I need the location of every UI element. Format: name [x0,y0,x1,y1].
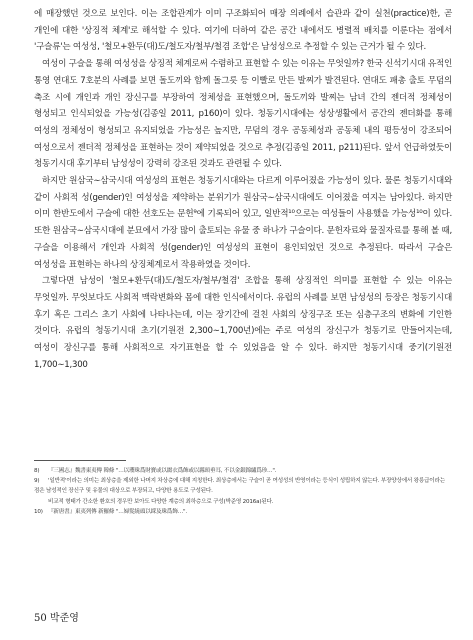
paragraph-1: 에 매장했던 것으로 보인다. 이는 조합관계가 이미 구조화되어 매장 의례에서 습관과 같이 실천(practice)한, 곧 개인에 대한 '상징적 체계'로 해석할 수 있다. 여기에 더하여 같은 공간 내에서도 병렬적 배치를 이룬다는 점에서 '구슬류'는 여성성, '철모+환두(대)도/철도자/철부/철겸 조합'은 남성성으로 추정할 수 있는 근거가 될 수 있다. [34,9,452,53]
footnote-9 [34,476,452,496]
paragraph-3: 하지만 원삼국∼삼국시대 여성성의 표현은 청동기시대와는 다르게 이루어졌을 가능성이 있다. 물론 청동기시대와 같이 사회적 성(gender)인 여성성을 제약하는 분위기가 원삼국∼삼국시대에도 이어졌을 여지는 남아있다. 하지만 이미 한반도에서 구슬에 대한 선호도는 문헌⁹에 기록되어 있고, 일반적¹⁰으로는 여성들이 사용했을 가능성¹⁰이 있다. 또한 원삼국∼삼국시대에 분묘에서 가장 많이 출토되는 유물 중 하나가 구슬이다. 문헌자료와 물질자료를 통해 볼 때, 구슬을 이용해서 개인과 사회적 성(gender)인 여성성의 표현이 용인되었던 것으로 추정된다. 따라서 구슬은 여성성을 표현하는 하나의 상징체계로서 작용하였을 것이다. [34,176,452,270]
body-text [34,6,452,373]
footnote-text: 『三國志』魏書東夷傳 韓條 "…以瓔珠爲財寶或以綴衣爲飾或以縣頸垂耳, 不以金銀錦繡爲珍…". [48,468,277,474]
footnote-8 [34,466,452,476]
running-author: 박준영 [49,613,79,624]
footnotes [34,466,452,517]
footnote-number: 9) [34,478,40,485]
paragraph-2: 여성이 구슬을 통해 여성성을 상징적 체계로써 수렴하고 표현할 수 있는 이유는 무엇일까? 한국 신석기시대 유적인 통영 연대도 7호분의 사례를 보면 돌도끼와 함께 돌그릇 등 이빨로 만든 발찌가 발견된다. 연대도 패총 출토 무덤의 축조 시에 개인과 개인 장신구를 부장하여 정체성을 표현했으며, 돌도끼와 발찌는 남녀 간의 젠더적 정체성이 형성되고 인식되었을 가능성(김종일 2011, p160)이 있다. 청동기시대에는 성상생활에서 공간의 젠더화를 통해 여성의 정체성이 형성되고 유지되었을 가능성은 높지만, 무덤의 경우 공동체성과 공동체 내의 평등성이 강조되어 여성으로서 젠더적 정체성을 표현하는 것이 제약되었을 것으로 추정(김종일 2011, p211)된다. 앞서 언급하였듯이 청동기시대 후기부터 남성성이 강력히 강조된 것과도 관련될 수 있다. [34,59,452,170]
footnote-divider [34,460,126,461]
footnote-number: 8) [34,468,40,474]
page-number: 50 [34,613,47,624]
footnote-text: 비교적 형태가 간소한 환호의 경우만 보아도 다양한 계층의 최하층으로 구성(박준영 2016a)된다. [48,498,274,505]
paragraph-4: 그렇다면 남성이 '철모+환두(대)도/철도자/철부/철겸' 조합을 통해 상징적인 의미를 표현할 수 있는 이유는 무엇일까. 무엇보다도 사회적 맥락변화와 몸에 대한 인식에서이다. 유럽의 사례를 보면 남성성의 등장은 청동기시대 후기 혹은 그리스 초기 사회에 나타나는데, 이는 장기간에 걸친 사회의 상징구조 또는 심층구조의 변화에 기인한 것이다. 유럽의 청동기시대 초기(기원전 2,300∼1,700년)에는 주로 여성의 장신구가 청동기로 만들어지는데, 여성이 장신구를 통해 사회적으로 자기표현을 할 수 있었음을 알 수 있다. 하지만 청동기시대 중기(기원전 1,700∼1,300 [34,276,452,370]
footnote-10 [34,507,452,517]
footnote-number: 10) [34,508,43,515]
footnote-text: 『新唐書』東夷列傳 新羅條 "…婦髮繞頭以綵及珠爲飾…". [48,508,187,515]
page-footer [34,609,79,624]
footnote-9-continued [34,497,452,507]
footnote-text: '일반적'이라는 의미는 최상층을 제외한 나머지 차상층에 대해 지칭한다. 최상층에서는 구슬이 곧 여성성의 반영이라는 등식이 성립하지 않는다. 부장양상에서 왕릉급이라는 점은 남성적인 장신구 및 유물의 대상으로 부장되고, 다양한 용도로 구성된다. [34,478,445,495]
